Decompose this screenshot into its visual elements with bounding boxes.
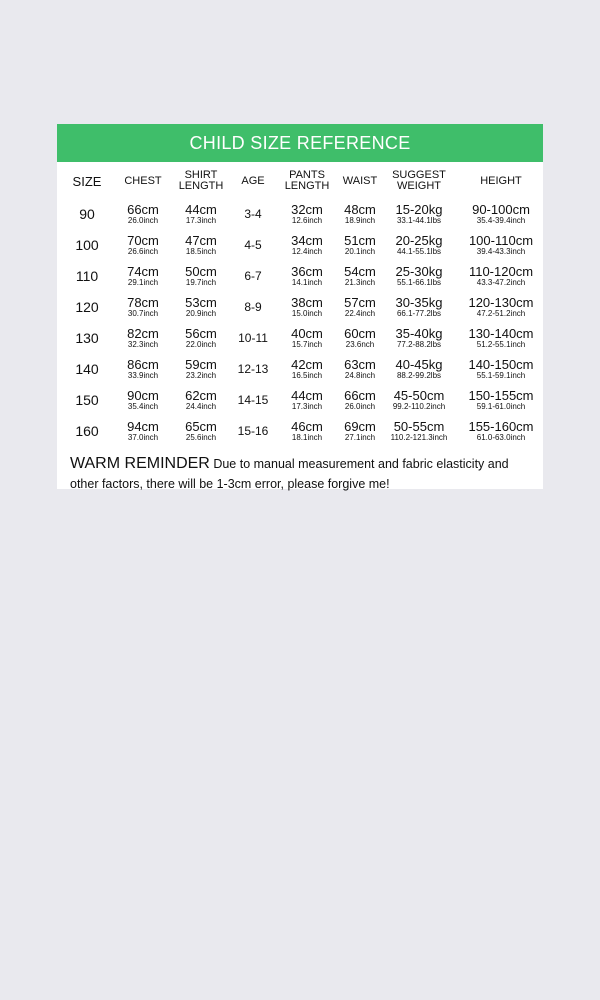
value-waist: 69cm <box>344 418 376 434</box>
value-chest_in: 33.9inch <box>127 370 159 380</box>
cell-shirt <box>169 229 233 260</box>
value-weight: 20-25kg <box>395 232 443 248</box>
value-shirt: 47cm <box>185 232 217 248</box>
cell-waist <box>341 415 379 446</box>
cell-size: 140 <box>75 360 99 377</box>
value-pants_in: 12.4inch <box>291 246 323 256</box>
value-chest_in: 32.3inch <box>127 339 159 349</box>
value-pants: 40cm <box>291 325 323 341</box>
value-pants: 44cm <box>291 387 323 403</box>
cell-weight <box>379 291 459 322</box>
cell-weight <box>379 384 459 415</box>
value-pants: 46cm <box>291 418 323 434</box>
cell-shirt <box>169 291 233 322</box>
header-suggest-weight: SUGGEST WEIGHT <box>392 169 446 192</box>
cell-age: 4-5 <box>244 237 262 252</box>
cell-waist <box>341 353 379 384</box>
chart-title: CHILD SIZE REFERENCE <box>57 124 543 162</box>
reminder-text: Due to manual measurement and fabric elasticity and other factors, there will be 1-3cm error, please forgive me! <box>70 457 509 491</box>
value-height: 150-155cm <box>468 387 534 403</box>
value-waist_in: 27.1inch <box>344 432 376 442</box>
value-height: 130-140cm <box>468 325 534 341</box>
cell-shirt <box>169 198 233 229</box>
value-chest: 82cm <box>127 325 159 341</box>
value-waist_in: 22.4inch <box>344 308 376 318</box>
cell-size: 90 <box>79 205 95 222</box>
cell-shirt <box>169 322 233 353</box>
header-shirt-length: SHIRT LENGTH <box>178 169 224 192</box>
cell-pants <box>273 198 341 229</box>
value-height_in: 55.1-59.1inch <box>476 370 526 380</box>
value-chest: 78cm <box>127 294 159 310</box>
value-shirt_in: 22.0inch <box>185 339 217 349</box>
value-pants: 36cm <box>291 263 323 279</box>
value-shirt_in: 18.5inch <box>185 246 217 256</box>
value-waist: 51cm <box>344 232 376 248</box>
header-chest: CHEST <box>124 174 162 187</box>
cell-waist <box>341 229 379 260</box>
value-shirt_in: 20.9inch <box>185 308 217 318</box>
cell-chest <box>117 229 169 260</box>
value-height_in: 35.4-39.4inch <box>476 215 526 225</box>
cell-chest <box>117 415 169 446</box>
cell-size: 130 <box>75 329 99 346</box>
value-chest_in: 30.7inch <box>127 308 159 318</box>
table-row <box>57 291 543 322</box>
cell-age: 15-16 <box>237 423 269 438</box>
value-height_in: 47.2-51.2inch <box>476 308 526 318</box>
value-shirt_in: 24.4inch <box>185 401 217 411</box>
cell-age: 8-9 <box>244 299 262 314</box>
value-waist_in: 24.8inch <box>344 370 376 380</box>
value-height: 90-100cm <box>472 201 530 217</box>
cell-chest <box>117 198 169 229</box>
value-weight: 15-20kg <box>395 201 443 217</box>
value-chest_in: 26.0inch <box>127 215 159 225</box>
header-size: SIZE <box>72 173 102 189</box>
value-weight_lb: 88.2-99.2lbs <box>396 370 442 380</box>
value-waist: 57cm <box>344 294 376 310</box>
value-weight: 45-50cm <box>393 387 445 403</box>
table-row <box>57 384 543 415</box>
cell-shirt <box>169 384 233 415</box>
value-height_in: 43.3-47.2inch <box>476 277 526 287</box>
table-row <box>57 322 543 353</box>
cell-age: 3-4 <box>244 206 262 221</box>
header-pants-length: PANTS LENGTH <box>284 169 330 192</box>
cell-height <box>459 415 543 446</box>
value-pants: 42cm <box>291 356 323 372</box>
cell-weight <box>379 322 459 353</box>
value-shirt_in: 23.2inch <box>185 370 217 380</box>
value-height_in: 61.0-63.0inch <box>476 432 526 442</box>
cell-age: 6-7 <box>244 268 262 283</box>
cell-size: 100 <box>75 236 99 253</box>
value-weight: 40-45kg <box>395 356 443 372</box>
value-chest: 74cm <box>127 263 159 279</box>
cell-waist <box>341 198 379 229</box>
value-weight: 25-30kg <box>395 263 443 279</box>
header-row <box>57 164 543 198</box>
cell-waist <box>341 260 379 291</box>
value-chest: 70cm <box>127 232 159 248</box>
cell-pants <box>273 415 341 446</box>
cell-chest <box>117 291 169 322</box>
value-weight_lb: 33.1-44.1lbs <box>396 215 442 225</box>
value-shirt_in: 25.6inch <box>185 432 217 442</box>
value-height: 100-110cm <box>468 232 534 248</box>
cell-pants <box>273 291 341 322</box>
cell-shirt <box>169 353 233 384</box>
cell-height <box>459 322 543 353</box>
header-height: HEIGHT <box>480 174 522 187</box>
value-waist: 54cm <box>344 263 376 279</box>
value-waist: 60cm <box>344 325 376 341</box>
size-chart-card <box>57 124 543 489</box>
cell-chest <box>117 260 169 291</box>
cell-height <box>459 291 543 322</box>
cell-waist <box>341 291 379 322</box>
cell-height <box>459 260 543 291</box>
cell-height <box>459 384 543 415</box>
value-height_in: 59.1-61.0inch <box>476 401 526 411</box>
cell-weight <box>379 229 459 260</box>
cell-size: 150 <box>75 391 99 408</box>
table-row <box>57 229 543 260</box>
value-waist: 48cm <box>344 201 376 217</box>
value-waist: 63cm <box>344 356 376 372</box>
cell-size: 120 <box>75 298 99 315</box>
table-row <box>57 353 543 384</box>
cell-chest <box>117 353 169 384</box>
value-pants_in: 16.5inch <box>291 370 323 380</box>
cell-weight <box>379 353 459 384</box>
header-waist: WAIST <box>342 174 378 187</box>
value-waist_in: 20.1inch <box>344 246 376 256</box>
cell-waist <box>341 322 379 353</box>
value-height: 140-150cm <box>468 356 534 372</box>
value-height: 110-120cm <box>468 263 534 279</box>
cell-pants <box>273 260 341 291</box>
value-chest: 86cm <box>127 356 159 372</box>
cell-pants <box>273 229 341 260</box>
cell-chest <box>117 384 169 415</box>
cell-pants <box>273 384 341 415</box>
value-chest_in: 26.6inch <box>127 246 159 256</box>
cell-age: 12-13 <box>237 361 269 376</box>
value-height: 120-130cm <box>468 294 534 310</box>
value-waist_in: 18.9inch <box>344 215 376 225</box>
value-pants_in: 12.6inch <box>291 215 323 225</box>
cell-size: 160 <box>75 422 99 439</box>
value-waist_in: 26.0inch <box>344 401 376 411</box>
value-weight_lb: 110.2-121.3inch <box>390 432 448 442</box>
cell-shirt <box>169 260 233 291</box>
value-chest_in: 35.4inch <box>127 401 159 411</box>
cell-pants <box>273 353 341 384</box>
value-weight_lb: 44.1-55.1lbs <box>396 246 442 256</box>
value-waist: 66cm <box>344 387 376 403</box>
value-shirt: 65cm <box>185 418 217 434</box>
value-shirt_in: 17.3inch <box>185 215 217 225</box>
value-chest: 66cm <box>127 201 159 217</box>
reminder-heading: WARM REMINDER <box>70 455 210 472</box>
value-height_in: 51.2-55.1inch <box>476 339 526 349</box>
value-shirt: 44cm <box>185 201 217 217</box>
cell-weight <box>379 415 459 446</box>
value-weight_lb: 99.2-110.2inch <box>392 401 446 411</box>
value-shirt: 56cm <box>185 325 217 341</box>
value-shirt: 62cm <box>185 387 217 403</box>
cell-shirt <box>169 415 233 446</box>
value-shirt: 59cm <box>185 356 217 372</box>
table-row <box>57 260 543 291</box>
value-chest: 90cm <box>127 387 159 403</box>
value-pants_in: 15.7inch <box>291 339 323 349</box>
value-height_in: 39.4-43.3inch <box>476 246 526 256</box>
value-waist_in: 23.6nch <box>345 339 375 349</box>
value-pants_in: 15.0inch <box>291 308 323 318</box>
cell-size: 110 <box>75 267 99 284</box>
header-age: AGE <box>241 174 265 187</box>
value-weight_lb: 55.1-66.1lbs <box>396 277 442 287</box>
size-table <box>57 164 543 446</box>
value-chest_in: 29.1inch <box>127 277 159 287</box>
cell-waist <box>341 384 379 415</box>
value-weight: 50-55cm <box>393 418 445 434</box>
value-weight_lb: 77.2-88.2lbs <box>396 339 442 349</box>
value-shirt: 53cm <box>185 294 217 310</box>
value-pants_in: 17.3inch <box>291 401 323 411</box>
table-row <box>57 415 543 446</box>
value-pants_in: 14.1inch <box>291 277 323 287</box>
cell-age: 10-11 <box>238 330 268 345</box>
value-shirt_in: 19.7inch <box>185 277 217 287</box>
value-chest_in: 37.0inch <box>127 432 159 442</box>
table-row <box>57 198 543 229</box>
value-pants_in: 18.1inch <box>291 432 323 442</box>
value-weight: 30-35kg <box>395 294 443 310</box>
cell-pants <box>273 322 341 353</box>
warm-reminder <box>57 446 543 494</box>
cell-weight <box>379 198 459 229</box>
cell-height <box>459 198 543 229</box>
cell-height <box>459 353 543 384</box>
cell-chest <box>117 322 169 353</box>
value-pants: 34cm <box>291 232 323 248</box>
cell-age: 14-15 <box>237 392 269 407</box>
value-pants: 32cm <box>291 201 323 217</box>
cell-height <box>459 229 543 260</box>
value-pants: 38cm <box>291 294 323 310</box>
value-shirt: 50cm <box>185 263 217 279</box>
value-waist_in: 21.3inch <box>344 277 376 287</box>
value-weight_lb: 66.1-77.2lbs <box>396 308 442 318</box>
value-weight: 35-40kg <box>395 325 443 341</box>
value-height: 155-160cm <box>468 418 534 434</box>
value-chest: 94cm <box>127 418 159 434</box>
cell-weight <box>379 260 459 291</box>
